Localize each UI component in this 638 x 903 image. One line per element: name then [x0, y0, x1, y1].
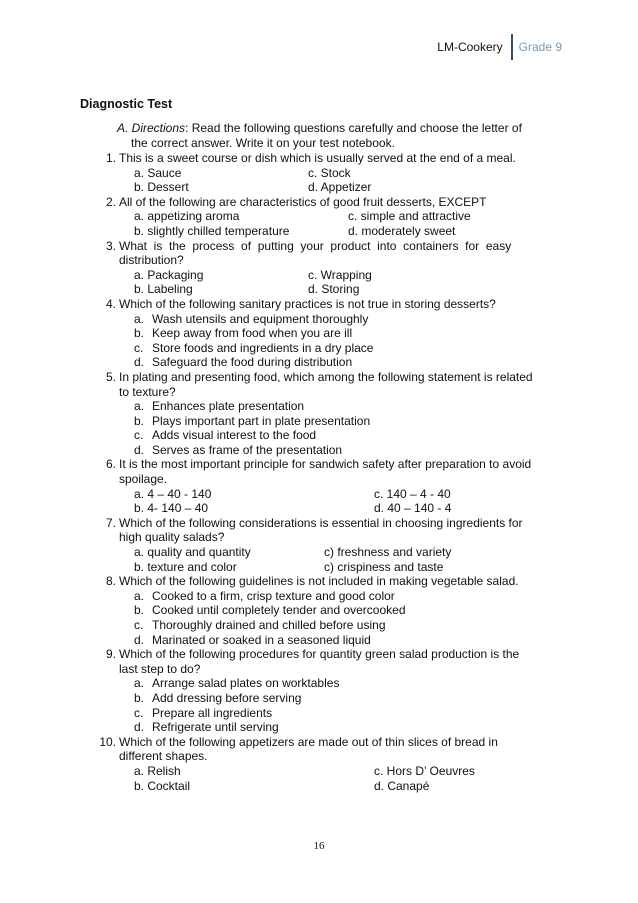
option-c: [134, 618, 565, 633]
options: [134, 166, 565, 195]
option-c: c. 140 – 4 - 40: [374, 486, 451, 501]
question-text-line-1: In plating and presenting food, which among the following statement is related: [119, 369, 533, 384]
option-c: c. Stock: [308, 165, 351, 180]
option-letter: c.: [134, 618, 144, 632]
option-text: Prepare all ingredients: [152, 705, 273, 720]
option-b: b. Labeling: [134, 282, 193, 297]
option-text: Refrigerate until serving: [152, 720, 279, 735]
directions-line-1: : Read the following questions carefully and choose the letter of: [185, 121, 522, 135]
option-a: a. quality and quantity: [134, 545, 251, 560]
option-d: c) crispiness and taste: [324, 559, 444, 574]
question-text: [119, 647, 565, 676]
question-10: [84, 735, 565, 793]
option-letter: c.: [134, 705, 144, 720]
option-text: Enhances plate presentation: [152, 399, 305, 414]
option-c: c. Hors D’ Oeuvres: [374, 763, 475, 778]
option-letter: d.: [134, 632, 145, 647]
option-text: Arrange salad plates on worktables: [152, 676, 340, 691]
option-letter: d.: [134, 355, 145, 370]
question-text-line-2: high quality salads?: [119, 530, 225, 545]
options: [134, 268, 565, 297]
options: [134, 209, 565, 238]
question-text-line-1: It is the most important principle for sandwich safety after preparation to avoid: [119, 457, 532, 472]
directions-label: A. Directions: [117, 121, 186, 135]
option-letter: c.: [134, 428, 144, 443]
option-c: c. Wrapping: [308, 267, 372, 282]
question-text-line-2: different shapes.: [119, 749, 208, 764]
question-8: [84, 574, 565, 647]
directions-line-2: the correct answer. Write it on your test notebook.: [131, 135, 395, 150]
question-number: 1.: [105, 151, 116, 165]
page-header: [437, 34, 562, 60]
option-text: Plays important part in plate presentation: [152, 413, 371, 428]
question-text: Which of the following sanitary practices is not true in storing desserts?: [119, 296, 496, 311]
option-d: [134, 443, 565, 458]
option-text: Marinated or soaked in a seasoned liquid: [152, 632, 371, 647]
options: [134, 545, 565, 574]
option-a: a. 4 – 40 - 140: [134, 486, 212, 501]
option-d: d. Canapé: [374, 778, 430, 793]
options: [134, 312, 565, 370]
question-number: 5.: [105, 369, 116, 384]
question-4: [84, 297, 565, 370]
option-a: [134, 676, 565, 691]
section-title: Diagnostic Test: [80, 97, 173, 111]
option-a: [134, 399, 565, 414]
question-text-line-2: distribution?: [119, 253, 184, 268]
options: [134, 764, 565, 793]
option-b: [134, 603, 565, 618]
page-number: 16: [313, 840, 325, 852]
question-6: [84, 457, 565, 515]
question-9: [84, 647, 565, 735]
question-text-line-1: Which of the following procedures for quantity green salad production is the: [119, 647, 520, 662]
option-d: d. Appetizer: [308, 180, 372, 195]
question-number: 4.: [105, 296, 116, 311]
option-d: [134, 633, 565, 648]
option-a: [134, 589, 565, 604]
question-7: [84, 516, 565, 574]
question-number: 2.: [105, 194, 116, 209]
question-text: Which of the following guidelines is not included in making vegetable salad.: [119, 574, 519, 589]
option-letter: a.: [134, 399, 145, 414]
question-text: [119, 735, 565, 764]
option-letter: b.: [134, 603, 145, 618]
question-number: 9.: [105, 647, 116, 662]
option-b: b. slightly chilled temperature: [134, 223, 290, 238]
option-a: a. appetizing aroma: [134, 209, 240, 224]
option-text: Keep away from food when you are ill: [152, 326, 353, 341]
question-text-line-1: Which of the following appetizers are made out of thin slices of bread in: [119, 734, 498, 749]
option-text: Cooked to a firm, crisp texture and good color: [152, 588, 395, 603]
options: [134, 676, 565, 734]
option-b: b. Cocktail: [134, 778, 191, 793]
question-number: 10.: [99, 734, 116, 749]
option-letter: c.: [134, 340, 144, 355]
option-letter: d.: [134, 442, 145, 457]
question-text: [119, 239, 565, 268]
option-text: Wash utensils and equipment thoroughly: [152, 311, 369, 326]
option-letter: b.: [134, 326, 145, 341]
option-b: [134, 691, 565, 706]
option-c: [134, 341, 565, 356]
option-c: [134, 428, 565, 443]
option-letter: d.: [134, 720, 145, 735]
question-3: [84, 239, 565, 297]
question-text-line-2: spoilage.: [119, 472, 168, 487]
question-text-line-2: to texture?: [119, 384, 176, 399]
option-b: b. 4- 140 – 40: [134, 501, 209, 516]
option-text: Cooked until completely tender and overcooked: [152, 603, 406, 618]
options: [134, 487, 565, 516]
question-number: 3.: [105, 238, 116, 253]
option-letter: b.: [134, 690, 145, 705]
option-b: b. Dessert: [134, 180, 189, 195]
question-2: [84, 195, 565, 239]
question-number: 6.: [105, 457, 116, 472]
option-c: [134, 706, 565, 721]
option-d: [134, 355, 565, 370]
options: [134, 589, 565, 647]
question-text-line-1: What is the process of putting your product into containers for easy: [119, 238, 512, 253]
question-text: This is a sweet course or dish which is usually served at the end of a meal.: [119, 151, 516, 165]
course-name: LM-Cookery: [437, 40, 503, 54]
question-text: [119, 516, 565, 545]
option-d: [134, 720, 565, 735]
option-d: d. moderately sweet: [348, 223, 456, 238]
option-a: a. Packaging: [134, 267, 204, 282]
options: [134, 399, 565, 457]
option-c: c) freshness and variety: [324, 545, 452, 560]
question-list: [84, 151, 565, 793]
question-number: 8.: [105, 574, 116, 589]
grade-label: Grade 9: [518, 40, 562, 54]
question-5: [84, 370, 565, 458]
directions: [117, 121, 565, 150]
option-letter: b.: [134, 413, 145, 428]
option-d: d. Storing: [308, 282, 360, 297]
option-letter: a.: [134, 311, 145, 326]
question-text: All of the following are characteristics of good fruit desserts, EXCEPT: [119, 194, 487, 209]
option-d: d. 40 – 140 - 4: [374, 501, 452, 516]
option-b: [134, 326, 565, 341]
option-b: b. texture and color: [134, 559, 237, 574]
question-text: [119, 457, 565, 486]
option-a: [134, 312, 565, 327]
option-text: Adds visual interest to the food: [152, 428, 317, 443]
option-a: a. Relish: [134, 763, 181, 778]
option-text: Store foods and ingredients in a dry place: [152, 340, 374, 355]
option-text: Safeguard the food during distribution: [152, 355, 353, 370]
option-a: a. Sauce: [134, 165, 182, 180]
option-letter: a.: [134, 588, 145, 603]
option-letter: a.: [134, 676, 145, 691]
question-text-line-1: Which of the following considerations is essential in choosing ingredients for: [119, 515, 523, 530]
option-text: Thoroughly drained and chilled before using: [152, 618, 386, 632]
option-b: [134, 414, 565, 429]
option-text: Add dressing before serving: [152, 690, 302, 705]
question-text-line-2: last step to do?: [119, 661, 201, 676]
question-1: [84, 151, 565, 195]
option-c: c. simple and attractive: [348, 209, 471, 224]
question-number: 7.: [105, 515, 116, 530]
question-text: [119, 370, 565, 399]
option-text: Serves as frame of the presentation: [152, 442, 343, 457]
